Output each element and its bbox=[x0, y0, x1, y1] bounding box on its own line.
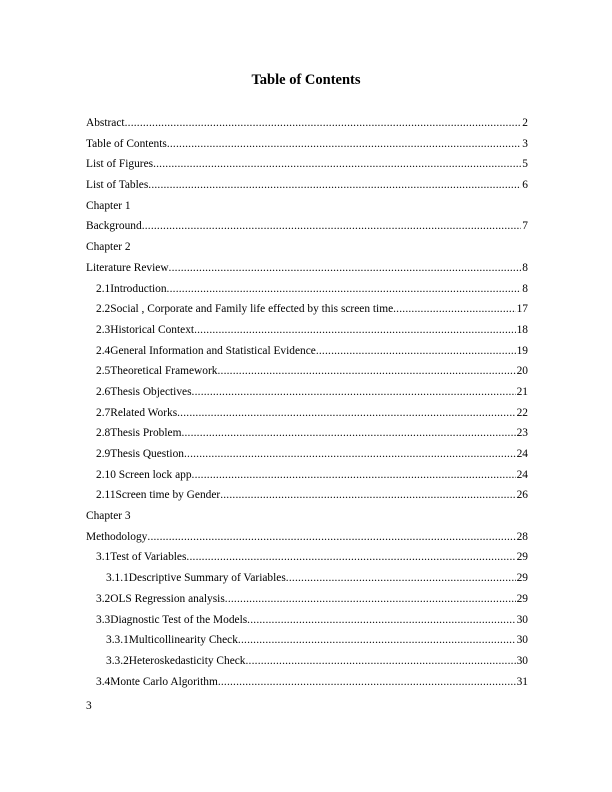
toc-entry[interactable] bbox=[86, 283, 528, 304]
toc-entry-page-number: 18 bbox=[516, 323, 528, 336]
toc-entry-page-number: 3 bbox=[522, 137, 528, 150]
toc-entry[interactable] bbox=[86, 572, 528, 593]
toc-entry-page-number: 24 bbox=[516, 448, 528, 460]
toc-entry-page-number: 31 bbox=[516, 675, 528, 688]
toc-dot-leader bbox=[286, 572, 516, 584]
toc-dot-leader bbox=[316, 345, 516, 357]
toc-dot-leader bbox=[192, 386, 516, 398]
toc-dot-leader bbox=[246, 655, 516, 667]
toc-entry-label: 2.8Thesis Problem bbox=[96, 427, 182, 440]
toc-entry[interactable] bbox=[86, 407, 528, 428]
toc-dot-leader bbox=[147, 531, 515, 543]
toc-entry-label: Chapter 3 bbox=[86, 510, 131, 523]
toc-chapter-heading bbox=[86, 200, 528, 221]
toc-entry-label: 2.4General Information and Statistical Evidence bbox=[96, 344, 316, 357]
toc-dot-leader bbox=[217, 365, 515, 377]
toc-entry-label: 2.2Social , Corporate and Family life effected by this screen time bbox=[96, 303, 394, 316]
toc-dot-leader bbox=[194, 324, 516, 336]
toc-entry[interactable] bbox=[86, 386, 528, 407]
toc-entry-page-number: 30 bbox=[516, 634, 528, 647]
toc-entry-page-number: 8 bbox=[522, 261, 528, 274]
toc-dot-leader bbox=[238, 634, 516, 646]
toc-entry[interactable] bbox=[86, 551, 528, 572]
toc-entry-page-number: 30 bbox=[516, 654, 528, 667]
toc-dot-leader bbox=[393, 303, 515, 315]
toc-chapter-heading bbox=[86, 241, 528, 262]
toc-dot-leader bbox=[184, 448, 516, 460]
toc-entry-label: 2.5Theoretical Framework bbox=[96, 365, 218, 378]
toc-entry-label: Literature Review bbox=[86, 261, 169, 274]
toc-dot-leader bbox=[220, 489, 515, 501]
toc-entry-page-number: 21 bbox=[516, 385, 528, 398]
toc-entry-page-number: 22 bbox=[516, 406, 528, 419]
table-of-contents bbox=[86, 117, 528, 696]
toc-entry-page-number: 29 bbox=[516, 551, 528, 564]
toc-dot-leader bbox=[167, 138, 521, 150]
toc-entry-page-number: 28 bbox=[516, 530, 528, 543]
toc-dot-leader bbox=[192, 469, 516, 481]
toc-entry-page-number: 2 bbox=[522, 117, 528, 129]
toc-entry[interactable] bbox=[86, 655, 528, 676]
toc-entry[interactable] bbox=[86, 593, 528, 614]
toc-entry[interactable] bbox=[86, 117, 528, 138]
toc-dot-leader bbox=[218, 676, 516, 688]
toc-entry[interactable] bbox=[86, 427, 528, 448]
page-title: Table of Contents bbox=[251, 72, 361, 88]
toc-entry[interactable] bbox=[86, 469, 528, 490]
toc-dot-leader bbox=[247, 614, 515, 626]
toc-entry-label: 3.2OLS Regression analysis bbox=[96, 592, 225, 605]
toc-entry-label: Chapter 1 bbox=[86, 199, 131, 212]
toc-dot-leader bbox=[167, 283, 522, 295]
toc-entry-label: 2.6Thesis Objectives bbox=[96, 385, 192, 398]
toc-dot-leader bbox=[153, 158, 521, 170]
toc-dot-leader bbox=[142, 220, 522, 232]
toc-dot-leader bbox=[169, 262, 522, 274]
toc-entry-label: 3.3Diagnostic Test of the Models bbox=[96, 613, 248, 626]
toc-entry-page-number: 26 bbox=[516, 489, 528, 502]
toc-entry[interactable] bbox=[86, 179, 528, 200]
toc-entry-page-number: 19 bbox=[516, 344, 528, 357]
toc-entry-page-number: 20 bbox=[516, 365, 528, 378]
toc-entry-page-number: 17 bbox=[516, 303, 528, 316]
toc-entry-page-number: 8 bbox=[522, 282, 528, 295]
toc-dot-leader bbox=[181, 427, 515, 439]
toc-entry-label: 2.9Thesis Question bbox=[96, 448, 184, 460]
toc-dot-leader bbox=[186, 551, 515, 563]
toc-entry[interactable] bbox=[86, 634, 528, 655]
toc-entry[interactable] bbox=[86, 262, 528, 283]
toc-dot-leader bbox=[177, 407, 515, 419]
toc-entry[interactable] bbox=[86, 324, 528, 345]
toc-chapter-heading bbox=[86, 510, 528, 531]
toc-entry-label: 3.1Test of Variables bbox=[96, 551, 187, 564]
toc-dot-leader bbox=[125, 117, 522, 129]
toc-entry-label: 2.7Related Works bbox=[96, 406, 178, 419]
footer-page-number: 3 bbox=[86, 700, 92, 712]
toc-entry-label: Table of Contents bbox=[86, 137, 167, 150]
toc-entry-page-number: 29 bbox=[516, 592, 528, 605]
toc-entry[interactable] bbox=[86, 365, 528, 386]
toc-entry-label: 2.10 Screen lock app bbox=[96, 468, 192, 481]
toc-entry[interactable] bbox=[86, 158, 528, 179]
toc-entry-page-number: 29 bbox=[516, 572, 528, 585]
toc-entry-label: List of Figures bbox=[86, 158, 154, 171]
toc-entry-label: 3.1.1Descriptive Summary of Variables bbox=[106, 572, 286, 585]
toc-entry-label: 3.3.1Multicollinearity Check bbox=[106, 634, 238, 647]
toc-entry-label: 3.3.2Heteroskedasticity Check bbox=[106, 654, 246, 667]
toc-entry[interactable] bbox=[86, 138, 528, 159]
toc-dot-leader bbox=[225, 593, 516, 605]
toc-entry-label: 2.1Introduction bbox=[96, 282, 167, 295]
toc-entry-label: 2.3Historical Context bbox=[96, 323, 195, 336]
toc-entry[interactable] bbox=[86, 345, 528, 366]
toc-entry-label: Background bbox=[86, 220, 142, 233]
toc-entry-page-number: 24 bbox=[516, 468, 528, 481]
toc-entry-page-number: 6 bbox=[522, 179, 528, 192]
toc-entry-label: Abstract bbox=[86, 117, 125, 129]
toc-entry-label: Chapter 2 bbox=[86, 241, 131, 254]
toc-entry[interactable] bbox=[86, 676, 528, 697]
toc-entry[interactable] bbox=[86, 614, 528, 635]
toc-entry[interactable] bbox=[86, 531, 528, 552]
toc-entry-page-number: 5 bbox=[522, 158, 528, 171]
toc-entry-label: 2.11Screen time by Gender bbox=[96, 489, 221, 502]
toc-entry[interactable] bbox=[86, 448, 528, 469]
toc-entry-label: List of Tables bbox=[86, 179, 149, 192]
toc-entry[interactable] bbox=[86, 303, 528, 324]
toc-entry[interactable] bbox=[86, 489, 528, 510]
toc-entry-page-number: 7 bbox=[522, 220, 528, 233]
toc-entry[interactable] bbox=[86, 220, 528, 241]
toc-entry-label: 3.4Monte Carlo Algorithm bbox=[96, 675, 218, 688]
toc-dot-leader bbox=[148, 179, 521, 191]
toc-entry-label: Methodology bbox=[86, 530, 148, 543]
toc-entry-page-number: 30 bbox=[516, 613, 528, 626]
toc-entry-page-number: 23 bbox=[516, 427, 528, 440]
